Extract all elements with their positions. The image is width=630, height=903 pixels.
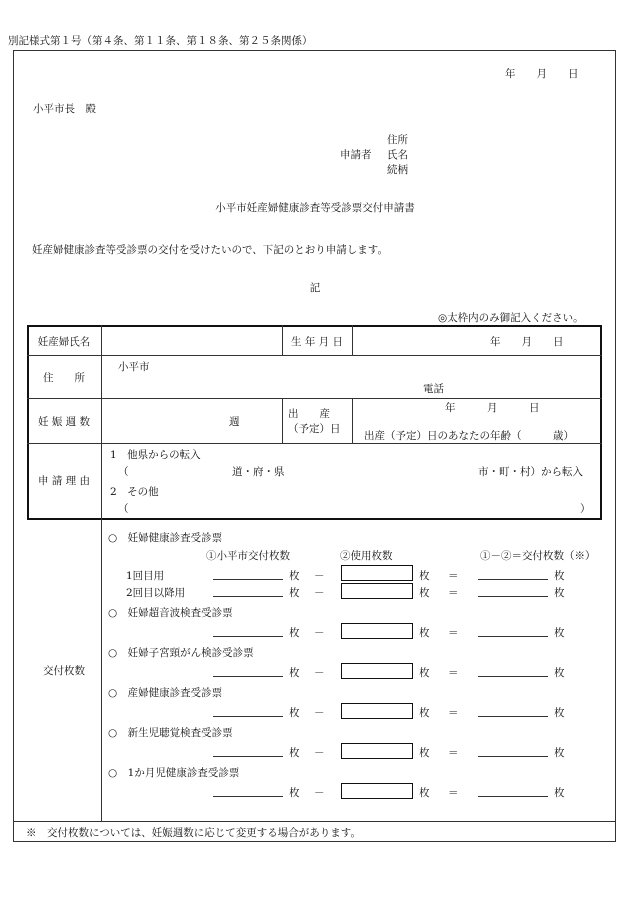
used-count-hearing[interactable] <box>341 743 413 759</box>
issue-count-label: 交付枚数 <box>43 665 85 677</box>
row-divider <box>27 443 602 444</box>
unit: 枚 <box>419 627 430 639</box>
section-ultrasound: ○ 妊婦超音波検査受診票 <box>108 607 233 619</box>
thick-frame-note: ◎太枠内のみ御記入ください。 <box>438 312 584 324</box>
row-first-visit: 1回目用 <box>126 570 165 582</box>
unit: 枚 <box>289 747 300 759</box>
reason-2-open: （ <box>118 503 129 515</box>
column-divider <box>352 398 353 443</box>
name-field[interactable] <box>102 326 282 355</box>
minus-sign: － <box>314 707 325 719</box>
equals-sign: ＝ <box>448 747 459 759</box>
unit: 枚 <box>554 627 565 639</box>
row-divider <box>27 398 602 399</box>
equals-sign: ＝ <box>448 587 459 599</box>
used-count-later[interactable] <box>341 583 413 599</box>
section-prenatal-checkup: ○ 妊婦健康診査受診票 <box>108 532 223 544</box>
unit: 枚 <box>289 667 300 679</box>
issue-count-cervical[interactable] <box>478 676 548 677</box>
section-one-month-checkup: ○ 1か月児健康診査受診票 <box>108 767 240 779</box>
unit: 枚 <box>419 570 430 582</box>
address-label: 住 所 <box>43 372 85 384</box>
equals-sign: ＝ <box>448 787 459 799</box>
issue-count-ultrasound[interactable] <box>478 636 548 637</box>
reason-option-2[interactable]: 2 その他 <box>110 486 159 498</box>
unit: 枚 <box>419 787 430 799</box>
equals-sign: ＝ <box>448 627 459 639</box>
issue-count-first[interactable] <box>478 579 548 580</box>
due-label-line2: （予定）日 <box>288 423 341 435</box>
reason-1-open: （ <box>118 466 129 478</box>
minus-sign: － <box>314 667 325 679</box>
unit: 枚 <box>289 570 300 582</box>
used-count-first[interactable] <box>341 565 413 581</box>
unit: 枚 <box>289 627 300 639</box>
reason-option-1[interactable]: 1 他県からの転入 <box>110 449 201 461</box>
weeks-field[interactable] <box>102 400 222 442</box>
minus-sign: － <box>314 587 325 599</box>
kodaira-count-later[interactable] <box>213 596 283 597</box>
kodaira-count-one-month[interactable] <box>213 796 283 797</box>
section-postpartum: ○ 産婦健康診査受診票 <box>108 687 223 699</box>
equals-sign: ＝ <box>448 707 459 719</box>
issue-column-divider <box>101 520 102 821</box>
used-count-ultrasound[interactable] <box>341 623 413 639</box>
ki-marker: 記 <box>309 282 321 294</box>
addressee: 小平市長 殿 <box>33 103 96 115</box>
minus-sign: － <box>314 747 325 759</box>
unit: 枚 <box>289 787 300 799</box>
date-line: 年 月 日 <box>505 68 579 80</box>
unit: 枚 <box>554 787 565 799</box>
minus-sign: － <box>314 787 325 799</box>
kodaira-count-first[interactable] <box>213 579 283 580</box>
unit: 枚 <box>554 747 565 759</box>
phone-label: 電話 <box>423 383 444 395</box>
address-city: 小平市 <box>118 361 150 373</box>
unit: 枚 <box>419 747 430 759</box>
unit: 枚 <box>554 667 565 679</box>
kodaira-count-cervical[interactable] <box>213 676 283 677</box>
kodaira-count-hearing[interactable] <box>213 756 283 757</box>
applicant-address-label: 住所 <box>387 134 408 146</box>
reason-1-city: 市・町・村）から転入 <box>478 466 583 478</box>
issue-count-postpartum[interactable] <box>478 716 548 717</box>
used-count-postpartum[interactable] <box>341 703 413 719</box>
column-divider <box>282 398 283 443</box>
weeks-unit: 週 <box>229 416 240 428</box>
due-age-field[interactable]: 出産（予定）日のあなたの年齢（ 歳） <box>364 430 574 442</box>
kodaira-count-ultrasound[interactable] <box>213 636 283 637</box>
unit: 枚 <box>419 587 430 599</box>
dob-label: 生 年 月 日 <box>290 336 343 348</box>
weeks-label: 妊 娠 週 数 <box>37 416 90 428</box>
column-divider <box>352 325 353 355</box>
issue-count-one-month[interactable] <box>478 796 548 797</box>
minus-sign: － <box>314 570 325 582</box>
kodaira-count-postpartum[interactable] <box>213 716 283 717</box>
col-issue-result: ①－②＝交付枚数（※） <box>480 550 596 562</box>
equals-sign: ＝ <box>448 570 459 582</box>
footnote: ※ 交付枚数については、妊娠週数に応じて変更する場合があります。 <box>26 827 361 839</box>
col-used: ②使用枚数 <box>340 550 393 562</box>
applicant-relation-label: 続柄 <box>387 164 408 176</box>
row-later-visits: 2回目以降用 <box>126 587 186 599</box>
unit: 枚 <box>289 587 300 599</box>
section-cervical-cancer: ○ 妊婦子宮頸がん検診受診票 <box>108 647 254 659</box>
unit: 枚 <box>419 667 430 679</box>
unit: 枚 <box>419 707 430 719</box>
reason-1-pref: 道・府・県 <box>232 466 285 478</box>
unit: 枚 <box>289 707 300 719</box>
applicant-label: 申請者 <box>340 149 372 161</box>
reason-label: 申 請 理 由 <box>37 475 90 487</box>
used-count-cervical[interactable] <box>341 663 413 679</box>
issue-count-later[interactable] <box>478 596 548 597</box>
form-id: 別記様式第１号（第４条、第１１条、第１８条、第２５条関係） <box>8 35 313 47</box>
due-label-line1: 出 産 <box>288 408 330 420</box>
dob-field[interactable]: 年 月 日 <box>490 336 564 348</box>
section-newborn-hearing: ○ 新生児聴覚検査受診票 <box>108 727 233 739</box>
due-date-field[interactable]: 年 月 日 <box>445 402 540 414</box>
intro-text: 妊産婦健康診査等受診票の交付を受けたいので、下記のとおり申請します。 <box>32 244 388 256</box>
minus-sign: － <box>314 627 325 639</box>
issue-count-hearing[interactable] <box>478 756 548 757</box>
name-label: 妊産婦氏名 <box>37 336 91 348</box>
col-kodaira-issued: ①小平市交付枚数 <box>206 550 290 562</box>
applicant-name-label: 氏名 <box>387 149 408 161</box>
unit: 枚 <box>554 570 565 582</box>
row-divider <box>27 355 602 356</box>
unit: 枚 <box>554 587 565 599</box>
address-field[interactable] <box>118 372 598 396</box>
used-count-one-month[interactable] <box>341 783 413 799</box>
reason-2-close: ） <box>580 503 591 515</box>
equals-sign: ＝ <box>448 667 459 679</box>
unit: 枚 <box>554 707 565 719</box>
document-title: 小平市妊産婦健康診査等受診票交付申請書 <box>215 202 415 214</box>
section-bottom-line <box>13 821 616 822</box>
